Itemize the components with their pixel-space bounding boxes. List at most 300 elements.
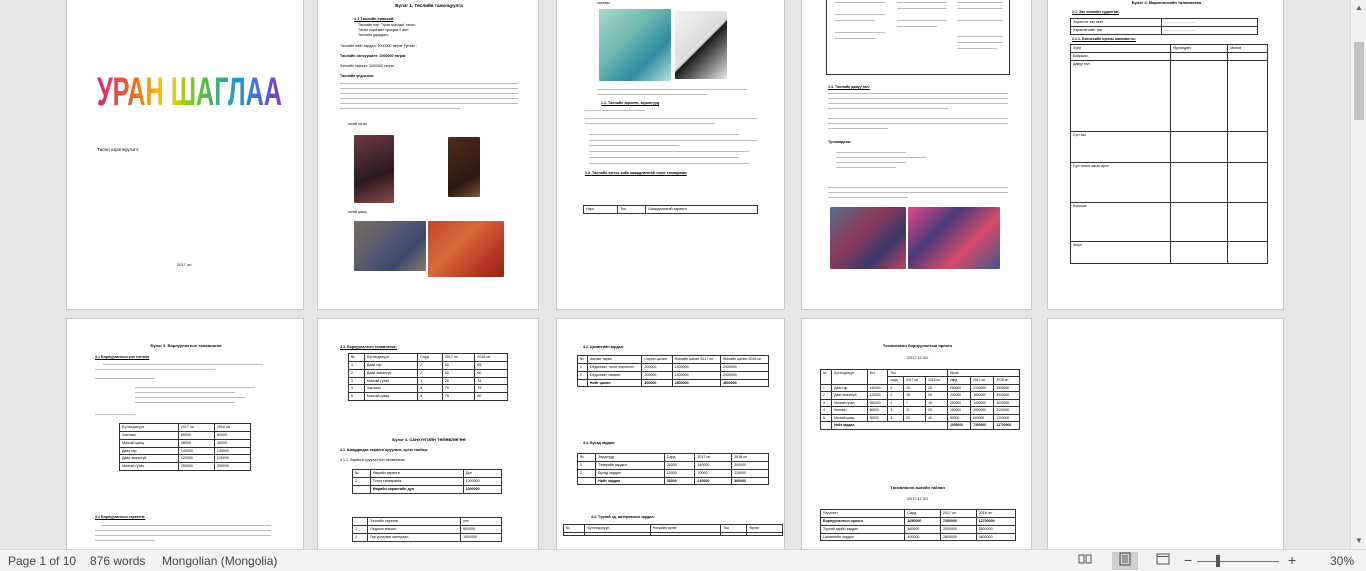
text-line [589,157,739,158]
section-heading: Тулгамдсан: [828,140,852,144]
section-heading: 3.1 Борлуулалтын үнэ тогтоох [95,355,150,359]
table-cell: 240000 [948,392,971,399]
table-cell: 2 [578,469,596,477]
table-title: Төсөвлөсөн борлуулалтын орлого [882,343,953,348]
text-line [340,83,518,84]
text-line [95,530,271,531]
table-cell: 1400000 [672,363,720,371]
table-cell: 50 [442,361,475,369]
table-cell: 75 [475,385,508,393]
table-cell: 1 [578,363,588,371]
zoom-in-button[interactable]: + [1288,552,1297,568]
table-header: Миний [1228,45,1268,53]
text-line [340,103,518,104]
sales-plan-table [348,353,508,401]
text-line: Төслийн нэр: "Уран шаглаа" төсөл [358,23,416,27]
text-line [589,163,749,164]
table-cell: 21 [904,407,926,414]
table-cell: 2 [821,392,832,399]
table-header: № [821,370,832,385]
text-line [828,123,1008,124]
table-cell: 120000 [867,392,888,399]
table-cell: Давуу тал [1071,61,1171,132]
table-cell: Хантааз [120,431,179,439]
table-cell: 5500000 [976,525,1015,533]
equipment-table [583,205,758,214]
profit-table [820,509,1016,541]
table-cell: 50 [442,369,475,377]
text-line [589,145,679,146]
table-header: Сарын цалин [642,356,672,364]
text-line: Төслийн санхүүжилт: 2000000 төгрөг [340,54,406,58]
page-9[interactable] [801,318,1032,549]
table-cell: 75 [442,393,475,401]
table-cell: 2 [888,392,904,399]
boots-photo-1 [354,135,394,203]
text-line [101,525,271,526]
section-heading: 1.2. Төслийн зорилго, зорилтууд [601,101,660,105]
text-line [828,98,1008,99]
table-header: Тоо [720,525,746,533]
table-cell: 2100000 [971,384,994,391]
text-line [135,387,255,388]
zoom-out-button[interactable]: − [1184,552,1193,568]
text-line [589,140,757,141]
table-header: № [349,354,365,362]
table-cell: 250000 [948,399,971,406]
text-line [828,108,948,109]
table-cell: Нийт зардал [596,477,665,485]
table-cell: 140000 [178,447,214,455]
table-cell: 360000 [732,477,769,485]
table-cell: Зорилтот зах зээл [1071,19,1162,27]
table-cell: 30000 [867,414,888,421]
table-cell: 120000 [214,455,250,463]
table-cell: 280000 [948,384,971,391]
table-header: Жилийн цалин 2017 он [672,356,720,364]
section-heading: 4.1.1. Хөрөнгө оруулалтын төлөвлөгөө: [340,458,406,462]
table-cell: Цалингийн зардал [821,533,905,541]
text-line [95,540,155,541]
text-line [340,93,518,94]
text-line [103,364,263,365]
table-header: 2017 он [904,377,926,384]
table-header: 2018 он [214,424,250,432]
table-cell: 3500000 [994,384,1020,391]
page-1[interactable] [66,0,304,310]
table-cell: 60000 [867,407,888,414]
table-header: 2018 он [994,377,1020,384]
table-cell: Малгай цамц [365,393,418,401]
table-cell: 10000 [664,469,695,477]
table-header: Зүйл [1071,45,1171,53]
table-cell: 15 [904,384,926,391]
text-line [135,402,235,403]
zoom-slider-thumb[interactable] [1216,555,1220,567]
table-cell: Даах эмээлгүй [120,455,179,463]
table-cell: Сул тал [1071,132,1171,162]
text-line [585,123,715,124]
text-line [135,397,245,398]
table-cell: 60000 [214,431,250,439]
table-cell: Тээврийн зардал [596,461,665,469]
table-cell: 3 [888,414,904,421]
table-cell: Түүхий эдийн зардал [821,525,905,533]
section-heading: 1.1 Төслийн ерөнхий [354,17,394,21]
table-header: Жилийн цалин 2018 он [720,356,768,364]
table-cell: Хантааз [365,385,418,393]
chapter-title: Бүлэг 1. Төслийн танилцуулга [395,3,463,8]
own-capital-table: № Өөрийн хөрөнгө Дүн 1 Тоног төхөөрөмж 1000000 Өөрийн хөрөнгийн дүн 1000000 [352,469,502,494]
table-header: Үзүүлэлт [821,510,905,518]
table-cell: Даах гар [120,447,179,455]
language-indicator[interactable]: Mongolian (Mongolia) [162,554,278,568]
table-cell: 5 [418,393,443,401]
table-cell: 1200000 [994,414,1020,421]
table-header: 2018 он [732,454,769,462]
table-cell: 25 [926,384,948,391]
section-heading: 1.4. Төслийн давуу тал: [828,85,870,89]
scroll-thumb[interactable] [1354,42,1364,120]
table-cell: Гар урлалын материал [368,533,461,541]
table-header: № [578,356,588,364]
table-cell: 40 [926,414,948,421]
table-cell: 3 [821,399,832,406]
table-header: Сард [418,354,443,362]
chapter-title: Бүлэг 4. САНХҮҮГИЙН ТӨЛӨВЛӨГӨӨ [392,437,466,442]
table-cell: Малгай гутал [120,463,179,471]
table-cell: 4800000 [976,533,1015,541]
table-cell: 140000 [695,461,732,469]
table-cell: 1050000 [905,517,941,525]
table-cell: 1400000 [971,399,994,406]
text-line: Төсөл хэрэгжих хугацаа:3 жил [358,28,409,32]
table-cell: 180000 [948,407,971,414]
table-cell: 1 [418,377,443,385]
text-line [135,392,235,393]
list-item: хантааз [597,1,610,5]
text-line [585,110,645,111]
table-cell: 2000000 [994,407,1020,414]
text-line [95,535,271,536]
market-table: Зорилтот зах зээл ................................ Хэрэглэгчийн тоо ................................ [1070,18,1258,35]
table-cell: 3300000 [941,525,977,533]
table-cell: 1000000 [463,477,501,485]
section-heading: 4.2. Цалингийн зардал: [583,345,625,349]
table-header: Бүтээгдэхүүн [120,424,179,432]
table-cell: Даах гар [365,361,418,369]
text-line [340,108,460,109]
web-layout-icon[interactable] [1150,552,1176,570]
table-cell: 60000 [178,431,214,439]
table-cell: 400000 [905,533,941,541]
table-cell: Малгай гутал [365,377,418,385]
table-cell: 2400000 [720,371,768,379]
table-header: үнэ [461,518,502,526]
section-heading: 4.3. Бусад зардал: [583,441,616,445]
zoom-level[interactable]: 30% [1330,554,1355,568]
section-heading: 4.4. Түүхий эд, материалын зардал: [591,515,655,519]
list-table [826,0,1010,75]
cover-author: Төсөл хэрэгжүүлэгч: [97,147,140,152]
table-header: сард [888,377,904,384]
page-2[interactable] [317,0,539,310]
table-cell: 200000 [642,363,672,371]
table-header: Бүтээгдэхүүн [585,525,650,533]
vest-photo-2 [675,11,727,79]
table-cell: Сул талыг засах арга [1071,162,1171,203]
scroll-down-arrow-icon[interactable]: ▼ [1355,536,1363,545]
table-cell: 2 [888,384,904,391]
table-header: № [578,454,596,462]
table-cell: 2400000 [720,363,768,371]
table-cell: 2 [349,369,365,377]
table-cell: 38000 [214,439,250,447]
table-cell: 3 [888,407,904,414]
table-title: Төсөвлөсөн ашгийн тайлан [890,485,945,490]
table-cell: Малгай цамц [832,414,867,421]
table-header: Өрсөлдөгч [1171,45,1228,53]
section-heading: 4.1. Шаардагдах хөрөнгө оруулалт, эргэх төлбөр: [340,448,429,452]
table-cell: 400000 [642,379,672,387]
table-cell: 240000 [732,461,769,469]
table-cell: 1500000 [461,533,502,541]
table-cell: 120000 [178,455,214,463]
swot-table [1070,44,1268,264]
table-cell: Байршил [1071,53,1171,61]
table-header: Үнэ [867,370,888,385]
page-7[interactable] [317,318,539,549]
price-table [119,423,251,471]
table-cell: Оёдолчин, тогоо хэрэглэгч [587,363,642,371]
table-cell: 15 [904,392,926,399]
table-cell: 1 [349,361,365,369]
table-cell: 200000 [642,371,672,379]
table-cell: 2 [578,371,588,379]
table-cell: 2800000 [672,379,720,387]
table-header: 2017 он [695,454,732,462]
table-cell: Малгай гутал [832,399,867,406]
table-cell: 70 [442,385,475,393]
table-cell: 25 [926,392,948,399]
read-mode-icon[interactable] [1072,552,1098,570]
loan-capital-table: Зээлийн хөрөнгө үнэ 1 Оёдлын машин 500000 2 Гар урлалын материал 1500000 [352,517,502,542]
table-cell: 4800000 [720,379,768,387]
section-heading: 3.2 Борлуулалтын стратеги: [95,515,146,519]
page-6[interactable] [66,318,304,549]
other-costs-table [577,453,769,485]
salary-table [577,355,769,387]
table-cell: 70000 [695,469,732,477]
table-header: 2017 он [941,510,977,518]
market-photo-2 [908,207,1000,269]
table-cell: 500000 [461,525,502,533]
table-header: Зээлийн хөрөнгө [368,518,461,526]
table-cell: 25 [926,407,948,414]
table-cell: 90000 [948,414,971,421]
page-4[interactable] [801,0,1032,310]
section-heading: 3.3. Борлуулалтын төлөвлөгөө: [340,345,397,349]
text-line [597,89,747,90]
table-cell: 12700000 [994,422,1020,429]
page-3[interactable] [556,0,785,310]
table-cell: 38000 [178,439,214,447]
table-cell: 250000 [178,463,214,471]
table-header: сард [948,377,971,384]
table-cell: 30000 [664,477,695,485]
materials-table [563,524,783,536]
table-cell: 20 [904,414,926,421]
table-cell: Нийт цалин [587,379,642,387]
table-cell: 3000000 [994,392,1020,399]
table-cell: Даах эмээлгүй [832,392,867,399]
list-item: эсгий гутал [348,122,367,126]
table-header: Нэрс [584,206,618,214]
table-cell: 210000 [695,477,732,485]
table-cell: 140000 [214,447,250,455]
cover-logo [95,67,285,117]
sales-revenue-table [820,369,1020,430]
table-cell: 1050000 [948,422,971,429]
table-cell: Хэрэглэгчийн тоо [1071,26,1162,34]
text-line [836,167,896,168]
table-cell: 34 [475,377,508,385]
table-cell: 3000000 [994,399,1020,406]
section-heading: 2.1. Зах зээлийн судалгаа: [1072,10,1119,14]
text-line: Төслийн удирдагч: [358,33,390,37]
zoom-slider[interactable] [1197,561,1279,562]
table-cell: 65 [475,361,508,369]
table-header: 2017 он [971,377,994,384]
table-cell: 5 [418,385,443,393]
table-header: Тоо [888,370,948,377]
text-line [597,94,707,95]
text-line [340,98,518,99]
table-cell: 7350000 [971,422,994,429]
page-count[interactable]: Page 1 of 10 [8,554,77,568]
table-cell: 140000 [867,384,888,391]
table-header: 2017 он [442,354,475,362]
page-10[interactable] [1047,318,1284,549]
table-cell: 20000 [664,461,695,469]
text-line [836,162,906,163]
print-layout-icon[interactable] [1112,552,1138,570]
table-header: Дүн [463,470,501,478]
chapter-title: Бүлэг 3. Борлуулалтын төлөвлөгөө [150,343,222,348]
text-line: Зээлийн хэмжээ: 1000000 төгрөг [340,64,395,68]
table-cell: Хантааз [832,407,867,414]
table-header: Тоо [618,206,646,214]
table-cell: Борлуулалтын орлого [821,517,905,525]
table-cell: 1 [888,399,904,406]
text-line [95,378,155,379]
page-5[interactable] [1047,0,1284,310]
table-cell: 120000 [732,469,769,477]
table-cell: 4 [349,385,365,393]
text-line [836,157,926,158]
table-header: 2017 он [178,424,214,432]
vertical-scrollbar[interactable] [1350,0,1366,549]
table-cell: Өөрийн хөрөнгийн дүн [370,485,463,493]
table-cell: 1000000 [463,485,501,493]
table-header: Өөрийн хөрөнгө [370,470,463,478]
table-header: Бүтээгдэхүүн [832,370,867,385]
table-cell: 1800000 [971,392,994,399]
text-line [828,192,1008,193]
table-cell: 2800000 [941,533,977,541]
table-cell: 1500000 [971,407,994,414]
table-cell: Тоног төхөөрөмж [370,477,463,485]
boots-photo-2 [448,137,480,197]
table-cell: Бусад зардал [596,469,665,477]
felt-shirt-photo-2 [428,221,504,277]
text-line [340,88,518,89]
table-cell: 3 [349,377,365,385]
table-cell: 7350000 [941,517,977,525]
text-line [589,134,739,135]
chapter-title: Бүлэг 2. Маркетингийн төлөвлөгөө [1131,0,1202,5]
text-line [828,118,1008,119]
table-cell: 460000 [905,525,941,533]
table-cell: 250000 [214,463,250,471]
table-header: Ажлын төрөл [587,356,642,364]
page-8[interactable] [556,318,785,549]
table-cell: 60 [475,369,508,377]
table-cell: 5 [821,414,832,421]
status-bar [0,549,1366,571]
table-cell: Оёдолчин, нэхмэл [587,371,642,379]
table-cell: 7 [904,399,926,406]
table-cell: Даах гар [832,384,867,391]
word-count[interactable]: 876 words [90,554,146,568]
table-header: Өртөг [747,525,783,533]
text-line [828,93,1008,94]
table-cell: 250000 [867,399,888,406]
text-line [828,103,1008,104]
section-heading: 1.3. Төслийн зүгээс хийх шаардлагатай тоног төхөөрөмж [585,171,687,175]
felt-shirt-photo-1 [354,221,426,271]
scroll-up-arrow-icon[interactable]: ▲ [1355,3,1363,12]
vest-photo-1 [599,9,671,81]
table-header: Нэгжийн өртөг [650,525,720,533]
table-cell: 5 [349,393,365,401]
table-cell: Даах эмээлгүй [365,369,418,377]
text-line: Төслийн нийт зардал: 3000000 төгрөг Үүнээс : [340,44,417,48]
table-cell: 1 [821,384,832,391]
table-date: /2017.12.31/ [906,356,929,360]
text-line [95,369,215,370]
table-cell: 2 [418,369,443,377]
table-cell: 4 [821,407,832,414]
table-cell: 80 [475,393,508,401]
table-cell: 15 [926,399,948,406]
table-header: Бүтээгдэхүүн [365,354,418,362]
table-cell: 1400000 [672,371,720,379]
text-line [836,152,906,153]
list-item: эсгий цамц [348,210,367,214]
table-date: /2017.12.31/ [906,497,929,501]
text-line [828,187,1008,188]
table-header: Шаардлагатай хөрөнгө [646,206,758,214]
table-cell: Аюул [1071,241,1171,263]
table-header: 2018 он [475,354,508,362]
market-photo-1 [830,207,906,269]
table-header: Өртөг [948,370,1020,377]
table-cell: 1 [578,461,596,469]
text-line [95,414,135,415]
table-header: 2018 он [976,510,1015,518]
text-line [828,197,908,198]
